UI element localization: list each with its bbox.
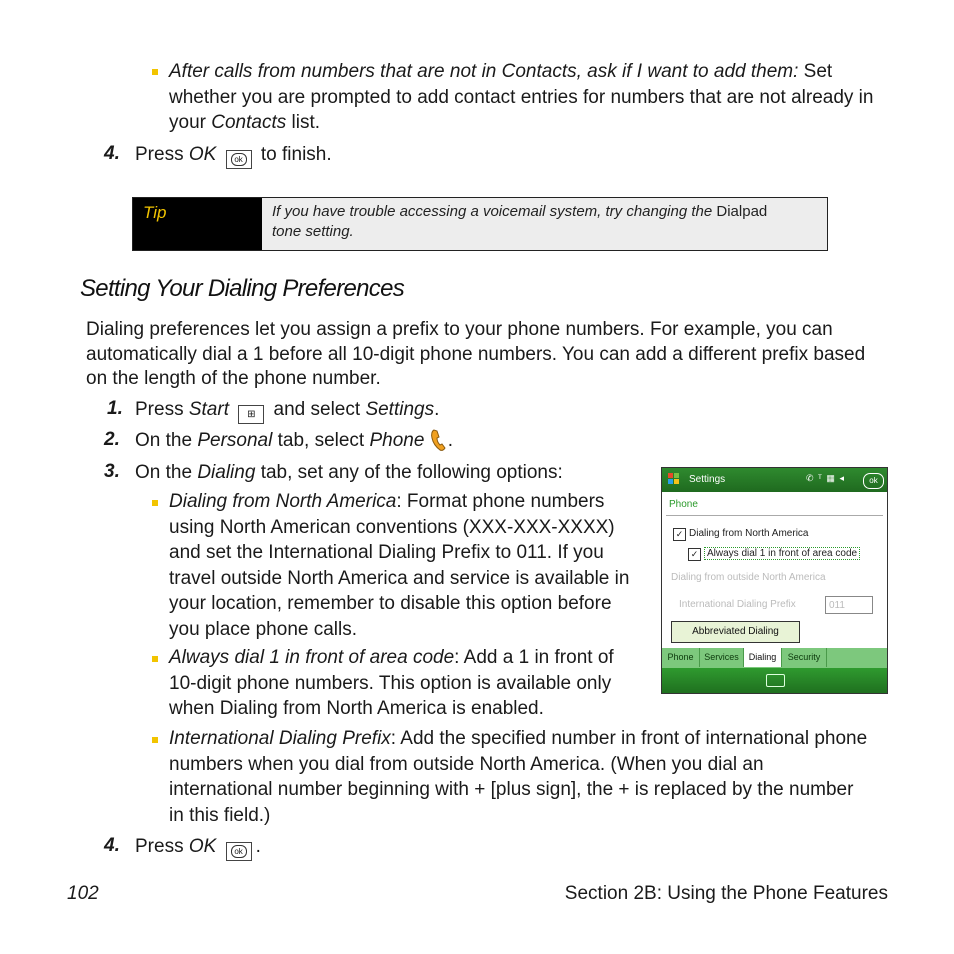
step-dialing-tab: On the Dialing tab, set any of the following options: — [135, 462, 563, 483]
tab-services[interactable]: Services — [700, 648, 744, 667]
phone-settings-screenshot — [661, 467, 888, 694]
checkbox-always-dial-1[interactable]: ✓ — [688, 548, 701, 561]
tab-phone[interactable]: Phone — [662, 648, 700, 667]
phone-title: Settings — [689, 474, 726, 485]
step-number: 3. — [104, 461, 120, 482]
phone-bottom-bar — [662, 668, 887, 693]
checkbox-label: Always dial 1 in front of area code — [704, 547, 860, 560]
section-heading: Setting Your Dialing Preferences — [80, 275, 405, 302]
page-number: 102 — [67, 883, 99, 904]
divider — [666, 515, 883, 516]
bullet-marker — [152, 656, 158, 662]
step-number: 2. — [104, 429, 120, 450]
phone-ok-button[interactable]: ok — [863, 473, 884, 489]
step-number: 1. — [107, 398, 123, 419]
abbreviated-dialing-button[interactable]: Abbreviated Dialing — [671, 621, 800, 643]
tip-text: If you have trouble accessing a voicemail system, try changing the Dialpad tone setting. — [272, 203, 768, 240]
option-dialing-from-north-america: Dialing from North America: Format phone numbers using North American conventions (XXX-XXX-XXXX) and set the International Dialing Prefix to 011. If you travel outside North America and service is available in your location, remember to disable this option before you place phone calls. — [169, 491, 630, 640]
disabled-label: Dialing from outside North America — [671, 572, 826, 583]
tip-box — [132, 197, 828, 251]
windows-start-icon: ⊞ — [238, 405, 264, 424]
phone-title-bar — [662, 468, 887, 492]
step-select-phone: On the Personal tab, select Phone . — [135, 430, 454, 451]
phone-tab-bar — [662, 648, 887, 668]
step-number: 4. — [104, 143, 120, 164]
ok-key-icon: ok — [226, 842, 252, 861]
footer-section-title: Section 2B: Using the Phone Features — [564, 883, 888, 904]
checkbox-label: Dialing from North America — [689, 528, 809, 539]
keyboard-icon[interactable] — [766, 674, 785, 687]
tip-label-panel — [133, 198, 262, 250]
bullet-marker — [152, 737, 158, 743]
windows-flag-icon — [668, 473, 680, 485]
step-press-ok: Press OK ok . — [135, 834, 261, 861]
bullet-contacts-prompt: After calls from numbers that are not in Contacts, ask if I want to add them: Set whether you are prompted to add contact entries for numbers that are not already in your Contacts list. — [169, 61, 874, 133]
option-always-dial-1: Always dial 1 in front of area code: Add a 1 in front of 10-digit phone numbers. This option is available only when Dialing from North America is enabled. — [169, 647, 614, 719]
ok-key-icon: ok — [226, 150, 252, 169]
intro-paragraph: Dialing preferences let you assign a prefix to your phone numbers. For example, you can automatically dial a 1 before all 10-digit phone numbers. You can add a different prefix based on the length of the phone number. — [86, 319, 866, 389]
prefix-input[interactable]: 011 — [825, 596, 873, 614]
tip-label: Tip — [143, 203, 167, 222]
bullet-title: After calls from numbers that are not in Contacts, ask if I want to add them: — [169, 61, 799, 82]
disabled-label: International Dialing Prefix — [679, 599, 796, 610]
option-international-dialing-prefix: International Dialing Prefix: Add the specified number in front of international phone numbers when you dial from outside North America. (When you dial an international number beginning with + [plus sign], the + is replaced by the number in this field.) — [169, 728, 868, 826]
tab-security[interactable]: Security — [782, 648, 827, 667]
bullet-marker — [152, 500, 158, 506]
phone-heading: Phone — [669, 499, 698, 510]
step-number: 4. — [104, 835, 120, 856]
step-press-start: Press Start ⊞ and select Settings. — [135, 397, 439, 424]
status-icons: ✆ ᵀ ▦ ◂ — [806, 473, 845, 483]
tab-dialing[interactable]: Dialing — [744, 648, 782, 667]
phone-handset-icon — [430, 428, 448, 452]
bullet-marker — [152, 69, 158, 75]
checkbox-north-america[interactable]: ✓ — [673, 528, 686, 541]
step-press-ok-finish: Press OK ok to finish. — [135, 142, 332, 169]
